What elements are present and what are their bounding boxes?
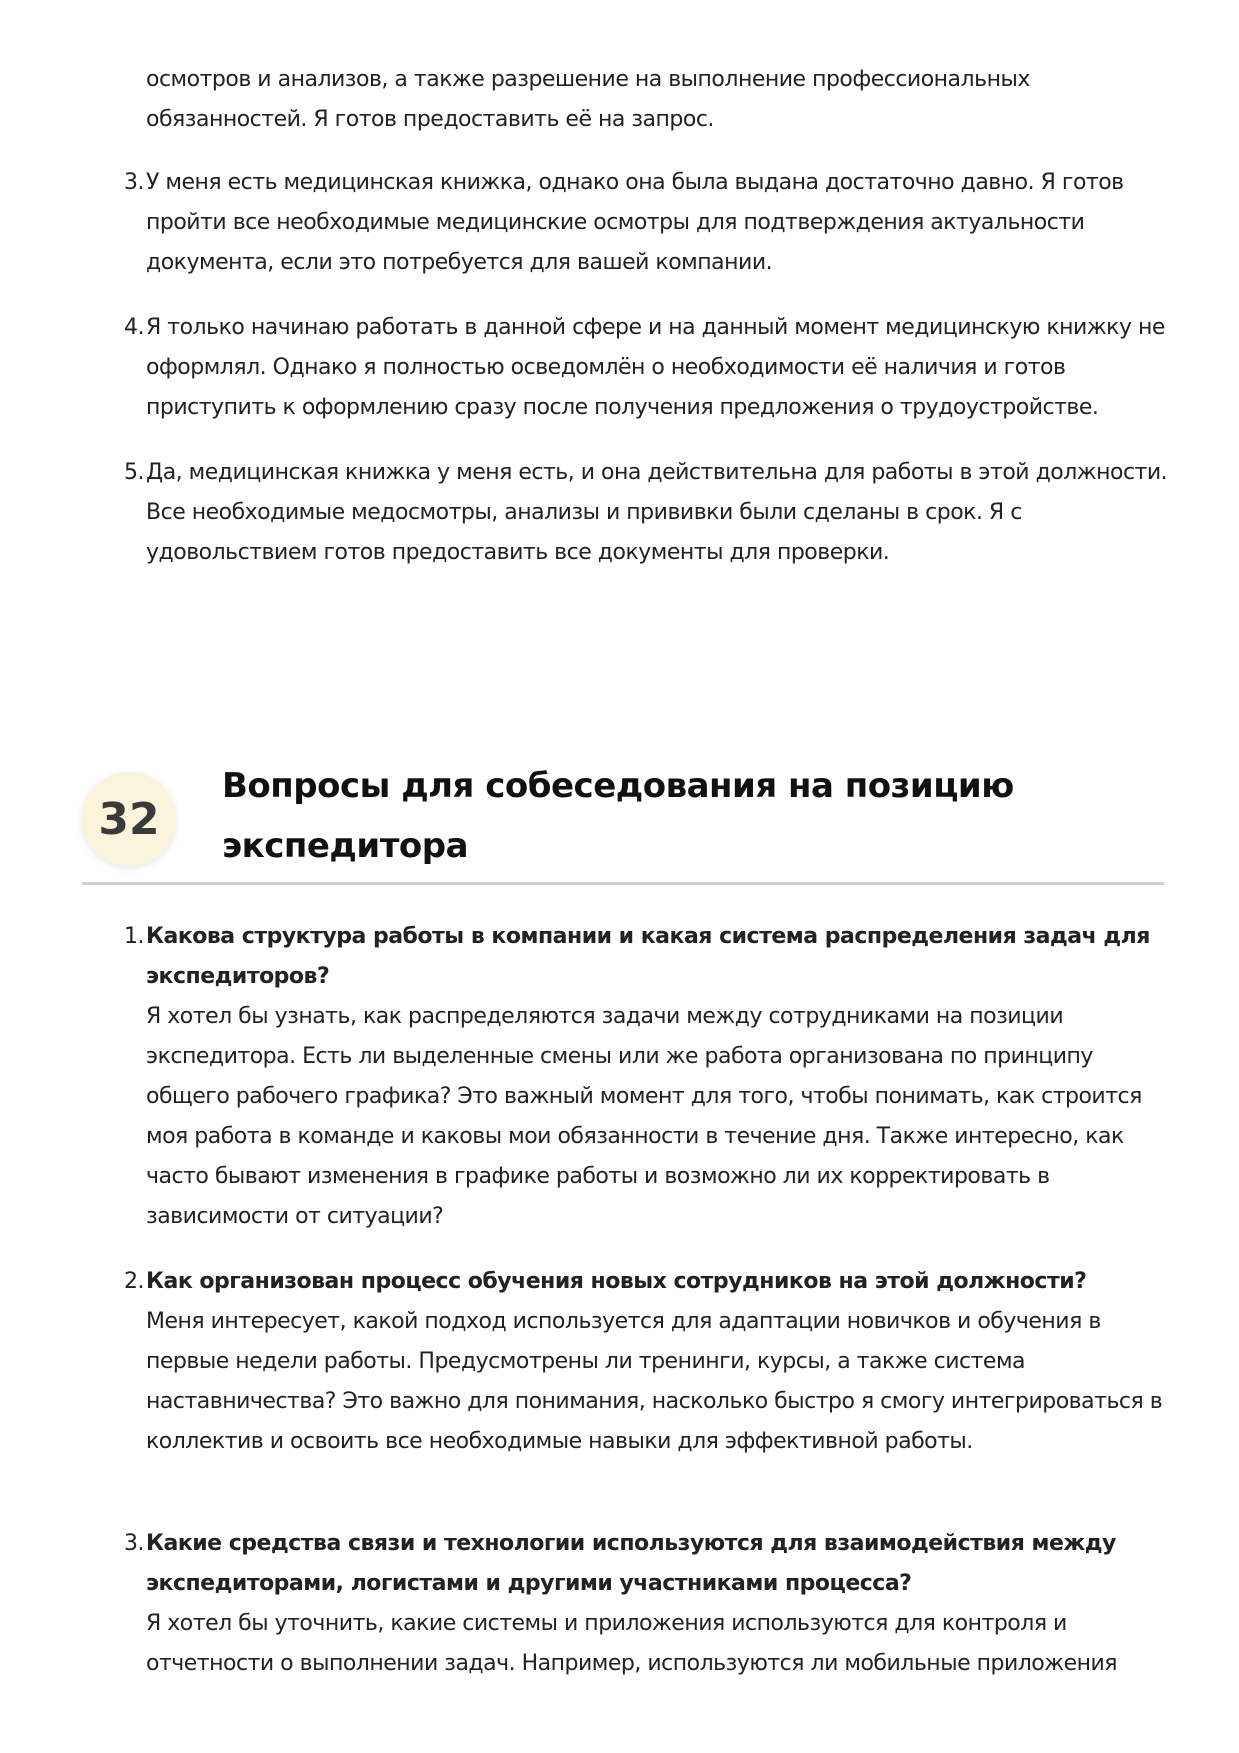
list-continuation-text: осмотров и анализов, а также разрешение на выполнение профессиональных обязанностей. Я готов предоставить её на запрос. <box>146 67 1030 132</box>
question-number: 1. <box>124 924 144 949</box>
list-item-text: Я только начинаю работать в данной сфере и на данный момент медицинскую книжку не оформлял. Однако я полностью осведомлён о необходимости её наличия и готов приступить к оформлению сразу после получения предложения о трудоустройстве. <box>146 315 1165 420</box>
section-header <box>82 752 1164 886</box>
question-text: Какова структура работы в компании и какая система распределения задач для экспедиторов? <box>146 924 1150 989</box>
list-item-text: Да, медицинская книжка у меня есть, и она действительна для работы в этой должности. Все необходимые медосмотры, анализы и прививки были сделаны в срок. Я с удовольствием готов предоставить все документы для проверки. <box>146 460 1168 565</box>
question-number: 2. <box>124 1269 144 1294</box>
answer-text: Я хотел бы узнать, как распределяются задачи между сотрудниками на позиции экспедитора. Есть ли выделенные смены или же работа организована по принципу общего рабочего графика? Это важный момент для того, чтобы понимать, как строится моя работа в команде и каковы мои обязанности в течение дня. Также интересно, как часто бывают изменения в графике работы и возможно ли их корректировать в зависимости от ситуации? <box>146 1004 1142 1229</box>
list-item-number: 4. <box>124 315 144 340</box>
question-text: Как организован процесс обучения новых сотрудников на этой должности? <box>146 1269 1087 1294</box>
section-divider <box>82 882 1164 885</box>
list-item-number: 3. <box>124 170 144 195</box>
question-number: 3. <box>124 1531 144 1556</box>
section-number-badge: 32 <box>82 772 176 866</box>
section-title: Вопросы для собеседования на позицию экспедитора <box>222 766 1014 866</box>
list-item-text: У меня есть медицинская книжка, однако она была выдана достаточно давно. Я готов пройти все необходимые медицинские осмотры для подтверждения актуальности документа, если это потребуется для вашей компании. <box>146 170 1124 275</box>
answer-text: Меня интересует, какой подход используется для адаптации новичков и обучения в первые недели работы. Предусмотрены ли тренинги, курсы, а также система наставничества? Это важно для понимания, насколько быстро я смогу интегрироваться в коллектив и освоить все необходимые навыки для эффективной работы. <box>146 1309 1163 1454</box>
question-text: Какие средства связи и технологии используются для взаимодействия между экспедиторами, логистами и другими участниками процесса? <box>146 1531 1116 1596</box>
answer-text: Я хотел бы уточнить, какие системы и приложения используются для контроля и отчетности о выполнении задач. Например, используются ли мобильные приложения <box>146 1611 1118 1676</box>
list-item-number: 5. <box>124 460 144 485</box>
